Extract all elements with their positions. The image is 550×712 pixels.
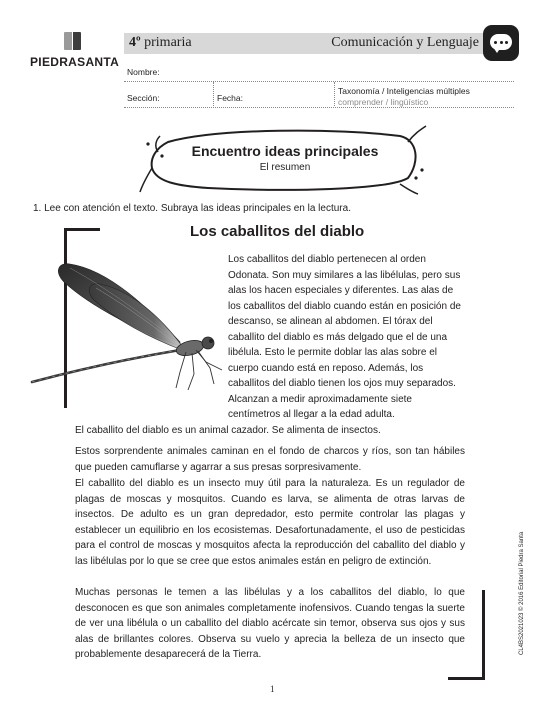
name-label: Nombre:	[127, 67, 160, 77]
logo-text: PIEDRASANTA	[30, 55, 120, 69]
taxonomy-label: Taxonomía / Inteligencias múltiples	[338, 86, 470, 96]
grade-label: 4º primaria	[129, 35, 192, 50]
frame-corner	[64, 228, 100, 231]
dragonfly-illustration	[30, 250, 230, 410]
publisher-logo	[26, 30, 118, 70]
name-line	[124, 81, 514, 82]
divider	[334, 82, 335, 106]
page-number: 1	[270, 684, 275, 694]
frame-corner	[448, 677, 485, 680]
date-label: Fecha:	[217, 93, 243, 103]
article-paragraph: Muchas personas le temen a las libélulas y a los caballitos del diablo, lo que desconocen es que son animales completamente inofensivos. Cuando tengas la suerte de ver una libélula o un caballito del diablo acércate sin temor, observa sus ojos y sus alas de brillantes colores. Observa su vuelo y aprecia la belleza de un insecto que probablemente desaparecerá de la Tierra.	[75, 587, 465, 660]
article-intro: Los caballitos del diablo pertenecen al orden Odonata. Son muy similares a las libélulas, pero sus alas los hacen especiales y diferentes. Las alas de los caballitos del diablo cuando están en posición de descanso, se alinean al abdomen. El tórax del caballito del diablo es más delgado que el de una libélula. Esto le permite doblar las alas sobre el cuerpo cuando está en reposo. Además, los caballitos del diablo tienen los ojos muy separados. Alcanzan a medir aproximadamente siete centímetros al llegar a la edad adulta.	[228, 254, 461, 420]
header-bar	[124, 33, 487, 54]
title-frame	[138, 122, 428, 196]
article-paragraph: Estos sorprendente animales caminan en el fondo de charcos y ríos, son tan hábiles que pueden camuflarse y agarrar a sus presas sorpresivamente.	[75, 446, 465, 473]
section-line	[124, 107, 514, 108]
activity-title: Encuentro ideas principales	[191, 143, 379, 159]
frame-corner	[482, 590, 485, 680]
article-title: Los caballitos del diablo	[190, 223, 365, 240]
copyright-code: CL4BS2021023 © 2016 Editorial Piedra Santa	[519, 531, 525, 655]
divider	[213, 82, 214, 106]
instruction: 1. Lee con atención el texto. Subraya las ideas principales en la lectura.	[33, 203, 351, 214]
article-paragraph: El caballito del diablo es un animal cazador. Se alimenta de insectos.	[75, 425, 381, 436]
chat-bubble-icon	[483, 25, 519, 61]
article-paragraph: El caballito del diablo es un insecto muy útil para la naturaleza. Es un regulador de plagas de moscas y mosquitos. Cuando es larva, se alimenta de otras larvas de insectos. De adulto es un gran depredador, esto permite controlar las plagas y establecer un equilibrio en los ecosistemas. Desafortunadamente, el uso de pesticidas para el control de moscas y mosquitos afecta la reproducción del caballito del diablo y las libélulas por lo que se cree que estos animales están en peligro de extinción.	[75, 478, 465, 567]
activity-subtitle: El resumen	[259, 162, 311, 173]
book-icon	[64, 32, 80, 50]
subject-label: Comunicación y Lenguaje	[331, 35, 479, 50]
section-label: Sección:	[127, 93, 160, 103]
taxonomy-values: comprender / lingüístico	[338, 97, 429, 107]
